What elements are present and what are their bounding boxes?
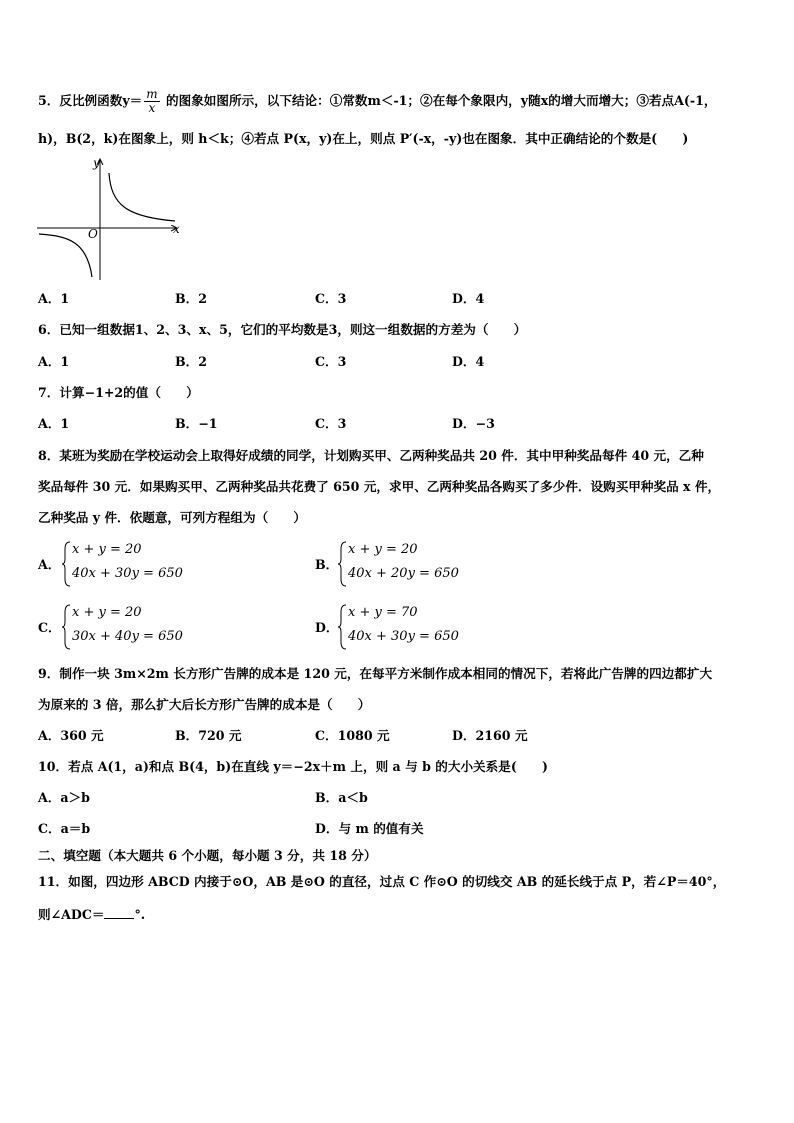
brace-icon [62, 541, 72, 587]
q5-option-b[interactable]: B．2 [175, 291, 208, 306]
q7-option-c[interactable]: C．3 [315, 416, 347, 431]
q6-option-b[interactable]: B．2 [175, 354, 208, 369]
section-heading: 二、填空题（本大题共 6 个小题，每小题 3 分，共 18 分） [38, 848, 377, 863]
q10-stem: 10．若点 A(1，a)和点 B(4，b)在直线 y＝−2x＋m 上，则 a 与 b 的大小关系是( ) [38, 759, 548, 774]
q8-line1: 8．某班为奖励在学校运动会上取得好成绩的同学，计划购买甲、乙两种奖品共 20 件．其中甲种奖品每件 40 元，乙种 [38, 448, 704, 463]
equation-1: x + y = 20 [72, 605, 142, 620]
brace-icon [338, 541, 348, 587]
q8-option-a-label[interactable]: A． [38, 557, 61, 572]
equation-1: x + y = 20 [348, 542, 418, 557]
q11-line1: 11．如图，四边形 ABCD 内接于⊙O，AB 是⊙O 的直径，过点 C 作⊙O 的切线交 AB 的延长线于点 P，若∠P＝40°， [38, 874, 726, 889]
q7-stem: 7．计算−1+2的值（ ） [38, 385, 199, 400]
q6-option-d[interactable]: D．4 [452, 354, 485, 369]
q11-line2-post: °. [134, 907, 146, 922]
q9-option-c[interactable]: C．1080 元 [315, 728, 390, 743]
q11-line2 [38, 905, 145, 924]
q5-line1-pre: 5．反比例函数y＝ [38, 93, 143, 108]
equation-2: 40x + 20y = 650 [348, 566, 459, 581]
equation-2: 40x + 30y = 650 [348, 629, 459, 644]
q9-option-d[interactable]: D．2160 元 [452, 728, 528, 743]
q9-line2: 为原来的 3 倍，那么扩大后长方形广告牌的成本是（ ） [38, 697, 371, 712]
q9-line1: 9．制作一块 3m×2m 长方形广告牌的成本是 120 元，在每平方米制作成本相同的情况下，若将此广告牌的四边都扩大 [38, 666, 713, 681]
q10-option-a[interactable]: A．a＞b [38, 790, 90, 805]
equation-1: x + y = 70 [348, 605, 418, 620]
q8-line3: 乙种奖品 y 件．依题意，可列方程组为（ ） [38, 510, 306, 525]
q6-option-c[interactable]: C．3 [315, 354, 347, 369]
q9-option-a[interactable]: A．360 元 [38, 728, 104, 743]
q5-option-c[interactable]: C．3 [315, 291, 347, 306]
equation-2: 30x + 40y = 650 [72, 629, 183, 644]
fraction-m-over-x [144, 88, 159, 115]
fraction-numerator: m [146, 87, 158, 101]
q8-line2: 奖品每件 30 元．如果购买甲、乙两种奖品共花费了 650 元，求甲、乙两种奖品各购买了多少件．设购买甲种奖品 x 件， [38, 479, 721, 494]
q5-option-d[interactable]: D．4 [452, 291, 485, 306]
q6-option-a[interactable]: A．1 [38, 354, 70, 369]
q10-option-c[interactable]: C．a＝b [38, 821, 91, 836]
brace-icon [338, 604, 348, 650]
q7-option-d[interactable]: D．−3 [452, 416, 495, 431]
brace-icon [62, 604, 72, 650]
equation-1: x + y = 20 [72, 542, 142, 557]
q5-option-a[interactable]: A．1 [38, 291, 70, 306]
q11-line2-pre: 则∠ADC＝ [38, 907, 105, 922]
q7-option-b[interactable]: B．−1 [175, 416, 218, 431]
hyperbola-branch-first-quadrant [109, 173, 175, 221]
q8-option-d-label[interactable]: D． [315, 620, 339, 635]
q9-option-b[interactable]: B．720 元 [175, 728, 242, 743]
equation-2: 40x + 30y = 650 [72, 566, 183, 581]
hyperbola-graph [35, 155, 195, 285]
q10-option-b[interactable]: B．a＜b [315, 790, 368, 805]
answer-blank[interactable] [104, 905, 134, 919]
hyperbola-branch-third-quadrant [39, 234, 92, 277]
q8-option-b-label[interactable]: B． [315, 557, 339, 572]
q5-line2: h)，B(2，k)在图象上，则 h＜k；④若点 P(x，y)在上，则点 P′(-x，-y)也在图象．其中正确结论的个数是( ) [38, 131, 689, 146]
q5-line1 [38, 88, 716, 115]
q10-option-d[interactable]: D．与 m 的值有关 [315, 821, 424, 836]
fraction-denominator: x [148, 101, 156, 115]
q5-line1-post: 的图象如图所示，以下结论：①常数m＜-1；②在每个象限内，y随x的增大而增大；③若点A(-1， [161, 93, 717, 108]
origin-label: O [88, 227, 98, 241]
q6-stem: 6．已知一组数据1、2、3、x、5，它们的平均数是3，则这一组数据的方差为（ ） [38, 322, 527, 337]
x-axis-label: x [173, 222, 180, 236]
q8-option-c-label[interactable]: C． [38, 620, 61, 635]
q7-option-a[interactable]: A．1 [38, 416, 70, 431]
y-axis-label: y [93, 156, 100, 170]
